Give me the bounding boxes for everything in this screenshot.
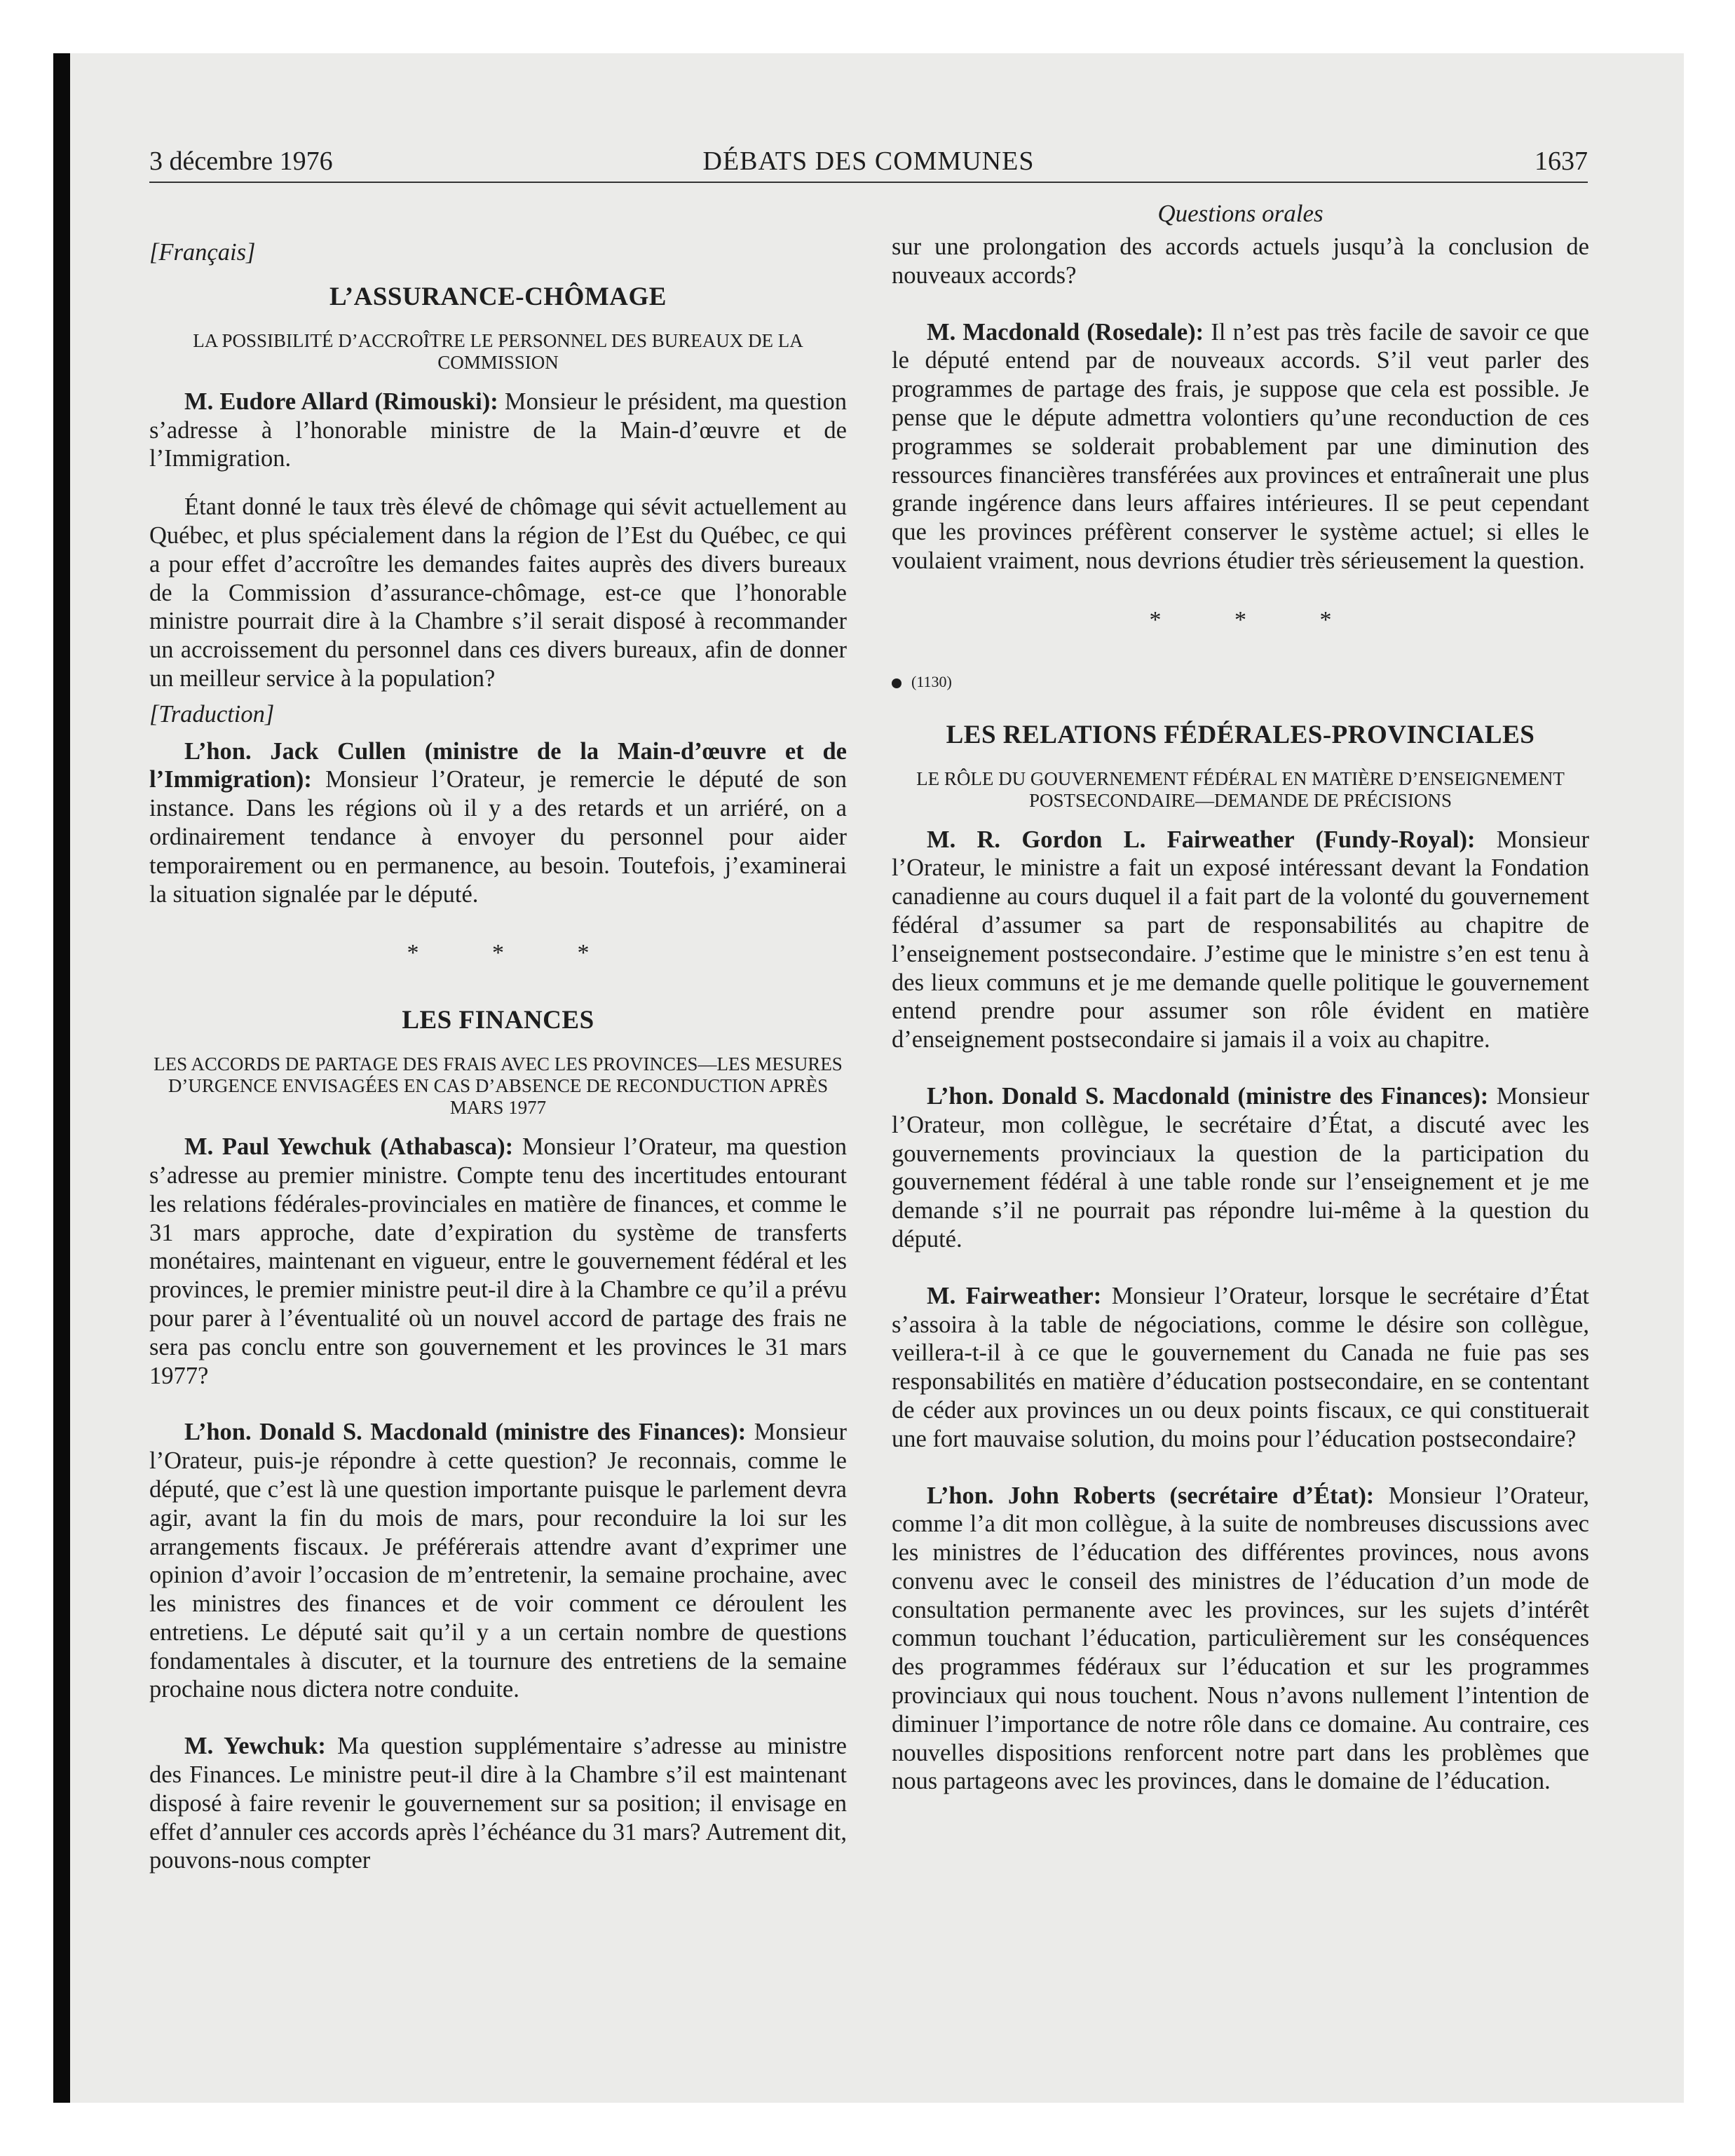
speaker-name: M. R. Gordon L. Fairweather (Fundy-Royal): — [927, 826, 1476, 853]
speech-paragraph — [149, 1418, 847, 1704]
speech-paragraph — [149, 737, 847, 909]
running-head: Questions orales — [1157, 200, 1324, 227]
speech-paragraph — [149, 493, 847, 693]
section-separator: * * * — [1149, 606, 1366, 633]
page-header — [149, 140, 1588, 182]
speech-text: Monsieur le président, ma question s’adresse à l’honorable ministre de la Main-d’œuvre et de l’Immigration. — [149, 388, 847, 472]
left-column — [149, 233, 847, 1903]
section-subheading: LES ACCORDS DE PARTAGE DES FRAIS AVEC LES PROVINCES—LES MESURES D’URGENCE ENVISAGÉES EN CAS D’ABSENCE DE RECONDUCTION APRÈS MARS 1977 — [154, 1053, 843, 1119]
speech-text: Étant donné le taux très élevé de chômage qui sévit actuellement au Québec, et plus spécialement dans la région de l’Est du Québec, ce qui a pour effet d’accroître les demandes faites auprès des divers bureaux de la Commission d’assurance-chômage, est-ce que l’honorable ministre pourrait dire à la Chambre s’il serait disposé à recommander un accroissement du personnel dans ces divers bureaux, afin de donner un meilleur service à la population? — [149, 493, 847, 692]
speech-paragraph — [892, 318, 1589, 575]
speech-text: Il n’est pas très facile de savoir ce que le député entend par de nouveaux accords. S’il veut parler des programmes de partage des frais, je suppose que cela est possible. Je pense que le députe admettra volontiers qu’une reconduction de ces programmes se solderait probablement par une diminution des ressources financières transférées aux provinces et entraînerait une plus grande ingérence dans leurs affaires intérieures. Il se peut cependant que les provinces préfèrent conserver le système actuel; si elles le voulaient vraiment, nous devrions étudier très sérieusement la question. — [892, 318, 1589, 574]
speech-text: Monsieur l’Orateur, je remercie le député de son instance. Dans les régions où il y a des retards et un arriéré, on a ordinairement tendance à envoyer du personnel pour aider temporairement ou en permanence, au besoin. Toutefois, j’examinerai la situation signalée par le député. — [149, 766, 847, 908]
header-rule — [149, 182, 1588, 183]
speech-paragraph — [892, 1082, 1589, 1254]
language-marker: [Français] — [149, 239, 256, 266]
speaker-name: L’hon. John Roberts (secrétaire d’État): — [927, 1482, 1375, 1509]
scan-border — [53, 53, 70, 2103]
speech-text: Monsieur l’Orateur, ma question s’adresse au premier ministre. Compte tenu des incertitudes entourant les relations fédérales-provinciales en matière de finances, et comme le 31 mars approche, date d’expiration du système de transferts monétaires, maintenant en vigueur, entre le gouvernement fédéral et les provinces, le premier ministre peut-il dire à la Chambre ce qu’il a prévu pour parer à l’éventualité où un nouvel accord de partage des frais ne sera pas conclu entre son gouvernement et les provinces le 31 mars 1977? — [149, 1133, 848, 1389]
speaker-name: M. Eudore Allard (Rimouski): — [184, 388, 498, 415]
header-date: 3 décembre 1976 — [149, 146, 333, 176]
section-subheading: LE RÔLE DU GOUVERNEMENT FÉDÉRAL EN MATIÈRE D’ENSEIGNEMENT POSTSECONDAIRE—DEMANDE DE PRÉCISIONS — [916, 767, 1565, 811]
speech-text: Monsieur l’Orateur, puis-je répondre à cette question? Je reconnais, comme le député, que c’est là une question importante puisque le parlement devra agir, avant la fin du mois de mars, pour reconduire la loi sur les arrangements fiscaux. Je préférerais attendre avant d’exprimer une opinion d’avoir l’occasion de m’entretenir, la semaine prochaine, avec les ministres des finances et de voir comment ce déroulent les entretiens. Le député sait qu’il y a un certain nombre de questions fondamentales à discuter, et la tournure des entretiens de la semaine prochaine nous dictera notre conduite. — [149, 1419, 847, 1703]
speaker-name: L’hon. Jack Cullen (ministre de la Main-d’œuvre et de l’Immigration): — [149, 737, 847, 793]
page-number: 1637 — [1535, 146, 1588, 176]
speech-continuation — [892, 233, 1589, 290]
time-marker — [892, 671, 1589, 692]
speaker-name: M. Macdonald (Rosedale): — [927, 318, 1204, 346]
right-column — [892, 233, 1589, 1824]
speech-text: Monsieur l’Orateur, mon collègue, le secrétaire d’État, a discuté avec les gouvernements provinciaux la question de la participation du gouvernement fédéral à une table ronde sur l’enseignement et je me demande s’il ne pourrait pas répondre lui-même à la question du député. — [892, 1082, 1589, 1253]
time-stamp: (1130) — [911, 672, 952, 690]
speaker-name: L’hon. Donald S. Macdonald (ministre des Finances): — [184, 1419, 747, 1446]
speech-text: Monsieur l’Orateur, le ministre a fait un exposé intéressant devant la Fondation canadienne au cours duquel il a fait part de la volonté du gouvernement fédéral d’assumer sa part de responsabilités au chapitre de l’enseignement postsecondaire. J’estime que le ministre s’en est tenu à des lieux communs et je me demande quelle politique le gouvernement entend prendre pour assumer son rôle évident en matière d’enseignement postsecondaire si jamais il a voix au chapitre. — [892, 826, 1589, 1053]
section-title: LES RELATIONS FÉDÉRALES-PROVINCIALES — [946, 720, 1535, 749]
speech-paragraph — [892, 826, 1589, 1054]
speaker-name: M. Fairweather: — [927, 1282, 1102, 1309]
section-title: LES FINANCES — [402, 1006, 594, 1035]
language-marker: [Traduction] — [149, 700, 275, 728]
speech-text: Ma question supplémentaire s’adresse au ministre des Finances. Le ministre peut-il dire à la Chambre s’il est maintenant disposé à faire revenir le gouvernement sur sa position; il envisage en effet d’annuler ces accords après l’échéance du 31 mars? Autrement dit, pouvons-nous compter — [149, 1733, 847, 1874]
speech-text: Monsieur l’Orateur, lorsque le secrétaire d’État s’assoira à la table de négociations, comme le désire son collègue, veillera-t-il à ce que le gouvernement du Canada ne fuie pas ses responsabilités en matière d’éducation postsecondaire, en se contentant de céder aux provinces un ou deux points fiscaux, ce qui constituerait une fort mauvaise solution, du moins pour l’éducation postsecondaire? — [892, 1282, 1589, 1452]
speech-paragraph — [149, 388, 847, 473]
speaker-name: M. Yewchuk: — [184, 1733, 326, 1760]
speaker-name: M. Paul Yewchuk (Athabasca): — [184, 1133, 514, 1161]
section-subheading: LA POSSIBILITÉ D’ACCROÎTRE LE PERSONNEL DES BUREAUX DE LA COMMISSION — [193, 329, 803, 373]
bullet-icon — [892, 678, 901, 688]
speaker-name: L’hon. Donald S. Macdonald (ministre des Finances): — [927, 1082, 1489, 1110]
speech-text: Monsieur l’Orateur, comme l’a dit mon collègue, à la suite de nombreuses discussions avec les ministres de l’éducation des différentes provinces, nous avons convenu avec le conseil des ministres de l’éducation d’un mode de consultation permanente avec les provinces, sur les sujets d’intérêt commun touchant l’éducation, particulièrement sur les conséquences des programmes fédéraux sur l’éducation et sur les programmes provinciaux qui nous touchent. Nous n’avons nullement l’intention de diminuer l’importance de notre rôle dans ce domaine. Au contraire, ces nouvelles dispositions renforcent notre part dans les problèmes que nous partageons avec les provinces, dans le domaine de l’éducation. — [892, 1482, 1589, 1795]
speech-paragraph — [892, 1282, 1589, 1454]
section-separator: * * * — [407, 940, 623, 967]
speech-paragraph — [149, 1133, 847, 1390]
header-title: DÉBATS DES COMMUNES — [702, 146, 1035, 176]
speech-text: sur une prolongation des accords actuels jusqu’à la conclusion de nouveaux accords? — [892, 233, 1589, 289]
speech-paragraph — [149, 1732, 847, 1875]
section-title: L’ASSURANCE-CHÔMAGE — [329, 282, 667, 311]
speech-paragraph — [892, 1482, 1589, 1796]
